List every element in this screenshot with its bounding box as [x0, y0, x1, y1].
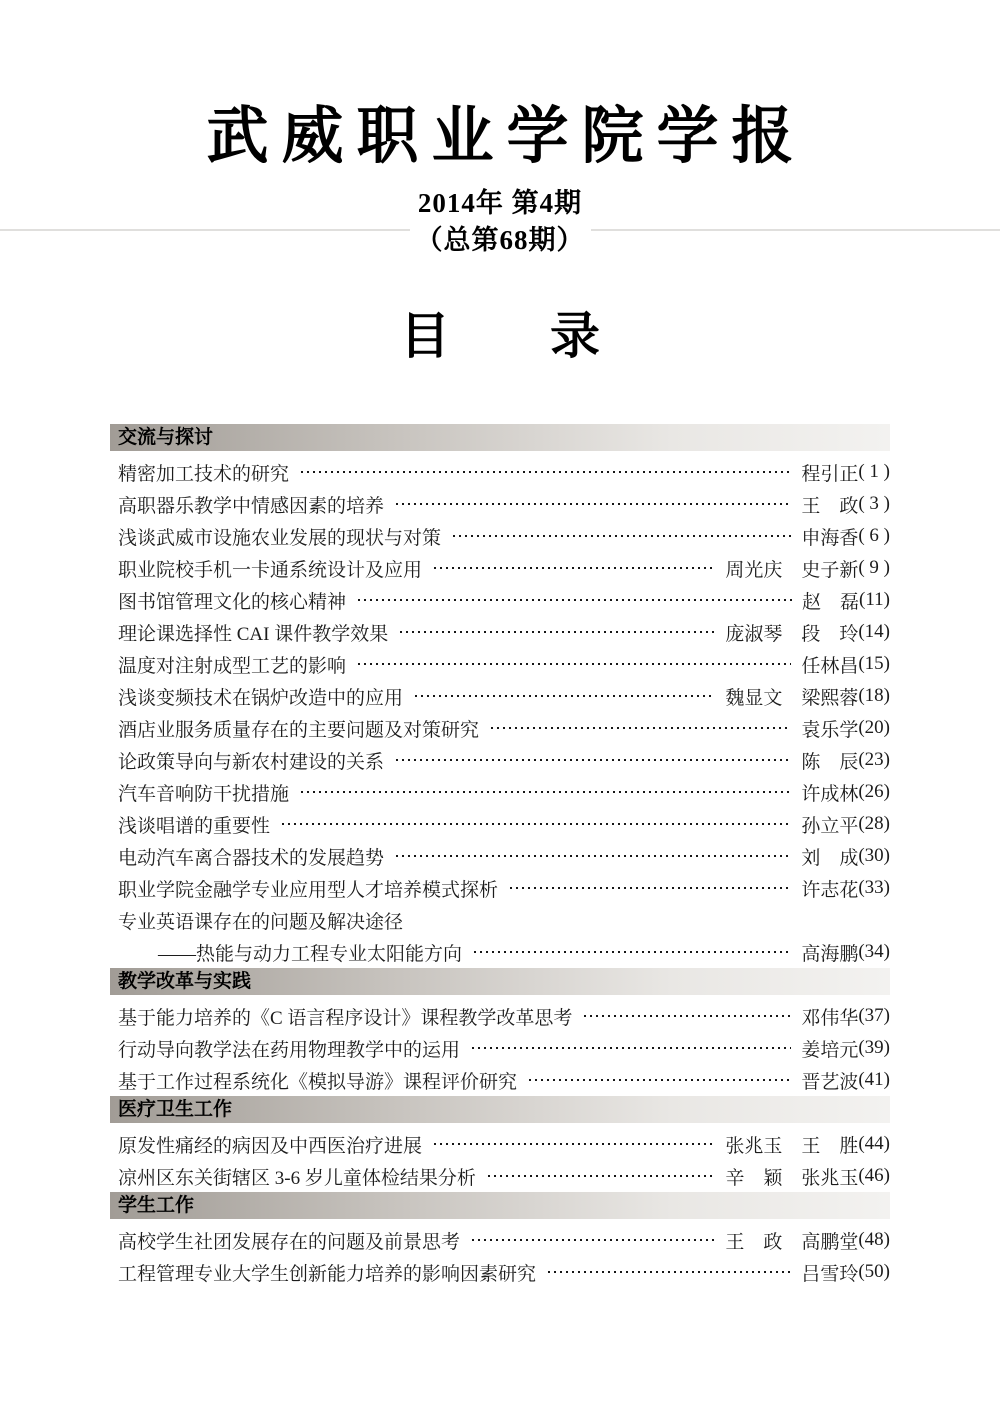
article-page: (30): [858, 845, 890, 866]
journal-title: 武威职业学院学报: [206, 103, 807, 171]
issue-line: 2014年 第4期: [417, 188, 583, 218]
article-authors: 高海鹏: [801, 943, 859, 965]
article-page: (14): [858, 621, 890, 642]
article-page: (48): [858, 1229, 890, 1250]
toc-entry: [110, 712, 890, 744]
toc-entry: [110, 1064, 890, 1096]
article-page: (46): [858, 1165, 890, 1186]
article-title: 浅谈武威市设施农业发展的现状与对策: [118, 527, 442, 549]
section-entries: [110, 456, 890, 968]
toc-title: 目 录: [400, 308, 600, 364]
article-page: (33): [858, 877, 890, 898]
section-label: 交流与探讨: [118, 427, 214, 448]
dot-leader: [488, 1160, 715, 1192]
toc-entry: [110, 936, 890, 968]
article-title: 电动汽车离合器技术的发展趋势: [118, 847, 385, 869]
overall-issue-text: （总第68期）: [410, 218, 591, 257]
dot-leader: [510, 872, 791, 904]
dot-leader: [472, 1032, 791, 1064]
article-title: 基于能力培养的《C 语言程序设计》课程教学改革思考: [118, 1007, 573, 1029]
article-title: 酒店业服务质量存在的主要问题及对策研究: [118, 719, 480, 741]
toc-entry: [110, 1224, 890, 1256]
section-header-bar: [110, 1096, 890, 1123]
article-page: (28): [858, 813, 890, 834]
article-authors: 王 政 高鹏堂: [725, 1231, 859, 1253]
dot-leader: [453, 520, 791, 552]
article-authors: 任林昌: [801, 655, 859, 677]
dot-leader: [301, 456, 791, 488]
toc-entry: [110, 648, 890, 680]
toc-entry: [110, 776, 890, 808]
article-title: 原发性痛经的病因及中西医治疗进展: [118, 1135, 423, 1157]
article-title: 专业英语课存在的问题及解决途径: [118, 911, 404, 933]
toc-entry: [110, 616, 890, 648]
article-page: (37): [858, 1005, 890, 1026]
article-authors: 孙立平: [801, 815, 859, 837]
toc-entry: [110, 520, 890, 552]
toc-entry: [110, 904, 890, 936]
dot-leader: [358, 584, 792, 616]
article-authors: 刘 成: [801, 847, 859, 869]
article-title: 浅谈变频技术在锅炉改造中的应用: [118, 687, 404, 709]
article-authors: 周光庆 史子新: [725, 559, 859, 581]
toc-entry: [110, 1128, 890, 1160]
article-authors: 庞淑琴 段 玲: [725, 623, 859, 645]
article-page: ( 9 ): [858, 557, 890, 578]
article-title: 浅谈唱谱的重要性: [118, 815, 271, 837]
article-authors: 王 政: [801, 495, 859, 517]
article-title: 精密加工技术的研究: [118, 463, 290, 485]
article-authors: 邓伟华: [801, 1007, 859, 1029]
toc-entry: [110, 680, 890, 712]
overall-issue-line: [0, 218, 1000, 257]
dot-leader: [282, 808, 791, 840]
toc-entry: [110, 872, 890, 904]
dot-leader: [434, 1128, 715, 1160]
section-entries: [110, 1128, 890, 1192]
article-page: (34): [858, 941, 890, 962]
article-page: (15): [858, 653, 890, 674]
dot-leader: [396, 488, 791, 520]
section-label: 教学改革与实践: [118, 971, 252, 992]
article-authors: 姜培元: [801, 1039, 859, 1061]
article-page: (44): [858, 1133, 890, 1154]
toc-entry: [110, 456, 890, 488]
article-authors: 辛 颖 张兆玉: [725, 1167, 859, 1189]
dot-leader: [396, 840, 791, 872]
dot-leader: [491, 712, 791, 744]
article-authors: 许成林: [801, 783, 859, 805]
article-title: 凉州区东关街辖区 3-6 岁儿童体检结果分析: [118, 1167, 476, 1189]
dot-leader: [584, 1000, 791, 1032]
toc-entry: [110, 488, 890, 520]
article-title: 工程管理专业大学生创新能力培养的影响因素研究: [118, 1263, 537, 1285]
section-entries: [110, 1000, 890, 1096]
dot-leader: [415, 680, 715, 712]
article-page: (41): [858, 1069, 890, 1090]
dot-leader: [400, 616, 715, 648]
article-title: 汽车音响防干扰措施: [118, 783, 290, 805]
article-authors: 许志花: [801, 879, 859, 901]
article-title: 高职器乐教学中情感因素的培养: [118, 495, 385, 517]
article-page: ( 3 ): [858, 493, 890, 514]
section-label: 学生工作: [118, 1195, 195, 1216]
toc-entry: [110, 808, 890, 840]
article-title: 图书馆管理文化的核心精神: [118, 591, 347, 613]
article-title: 职业院校手机一卡通系统设计及应用: [118, 559, 423, 581]
article-authors: 张兆玉 王 胜: [725, 1135, 859, 1157]
article-page: (23): [858, 749, 890, 770]
article-page: (39): [858, 1037, 890, 1058]
article-title: 理论课选择性 CAI 课件教学效果: [118, 623, 389, 645]
article-title: 高校学生社团发展存在的问题及前景思考: [118, 1231, 461, 1253]
dot-leader: [434, 552, 715, 584]
article-title: 温度对注射成型工艺的影响: [118, 655, 347, 677]
toc-entry: [110, 1256, 890, 1288]
article-page: (11): [859, 589, 890, 610]
section-header-bar: [110, 1192, 890, 1219]
section-header-bar: [110, 424, 890, 451]
article-authors: 魏显文 梁熙蓉: [725, 687, 859, 709]
article-page: (18): [858, 685, 890, 706]
article-title: ——热能与动力工程专业太阳能方向: [158, 943, 463, 965]
article-authors: 陈 辰: [801, 751, 859, 773]
article-title: 论政策导向与新农村建设的关系: [118, 751, 385, 773]
section-header-bar: [110, 968, 890, 995]
dot-leader: [301, 776, 791, 808]
toc-entry: [110, 584, 890, 616]
dot-leader: [358, 648, 791, 680]
article-title: 职业学院金融学专业应用型人才培养模式探析: [118, 879, 499, 901]
article-page: (20): [858, 717, 890, 738]
toc-entry: [110, 1032, 890, 1064]
article-authors: 申海香: [801, 527, 859, 549]
section-entries: [110, 1224, 890, 1288]
article-page: ( 1 ): [858, 461, 890, 482]
toc-entry: [110, 552, 890, 584]
toc-entry: [110, 1000, 890, 1032]
toc-entry: [110, 1160, 890, 1192]
dot-leader: [529, 1064, 791, 1096]
dot-leader: [548, 1256, 791, 1288]
section-label: 医疗卫生工作: [118, 1099, 233, 1120]
article-title: 行动导向教学法在药用物理教学中的运用: [118, 1039, 461, 1061]
article-authors: 袁乐学: [801, 719, 859, 741]
toc-entry: [110, 744, 890, 776]
article-authors: 赵 磊: [802, 591, 860, 613]
dot-leader: [474, 936, 791, 968]
article-authors: 晋艺波: [801, 1071, 859, 1093]
toc-entry: [110, 840, 890, 872]
dot-leader: [396, 744, 791, 776]
toc-sections: [110, 424, 890, 1288]
dot-leader: [472, 1224, 715, 1256]
article-authors: 程引正: [801, 463, 859, 485]
article-authors: 吕雪玲: [801, 1263, 859, 1285]
article-page: ( 6 ): [858, 525, 890, 546]
article-page: (26): [858, 781, 890, 802]
article-title: 基于工作过程系统化《模拟导游》课程评价研究: [118, 1071, 518, 1093]
article-page: (50): [858, 1261, 890, 1282]
